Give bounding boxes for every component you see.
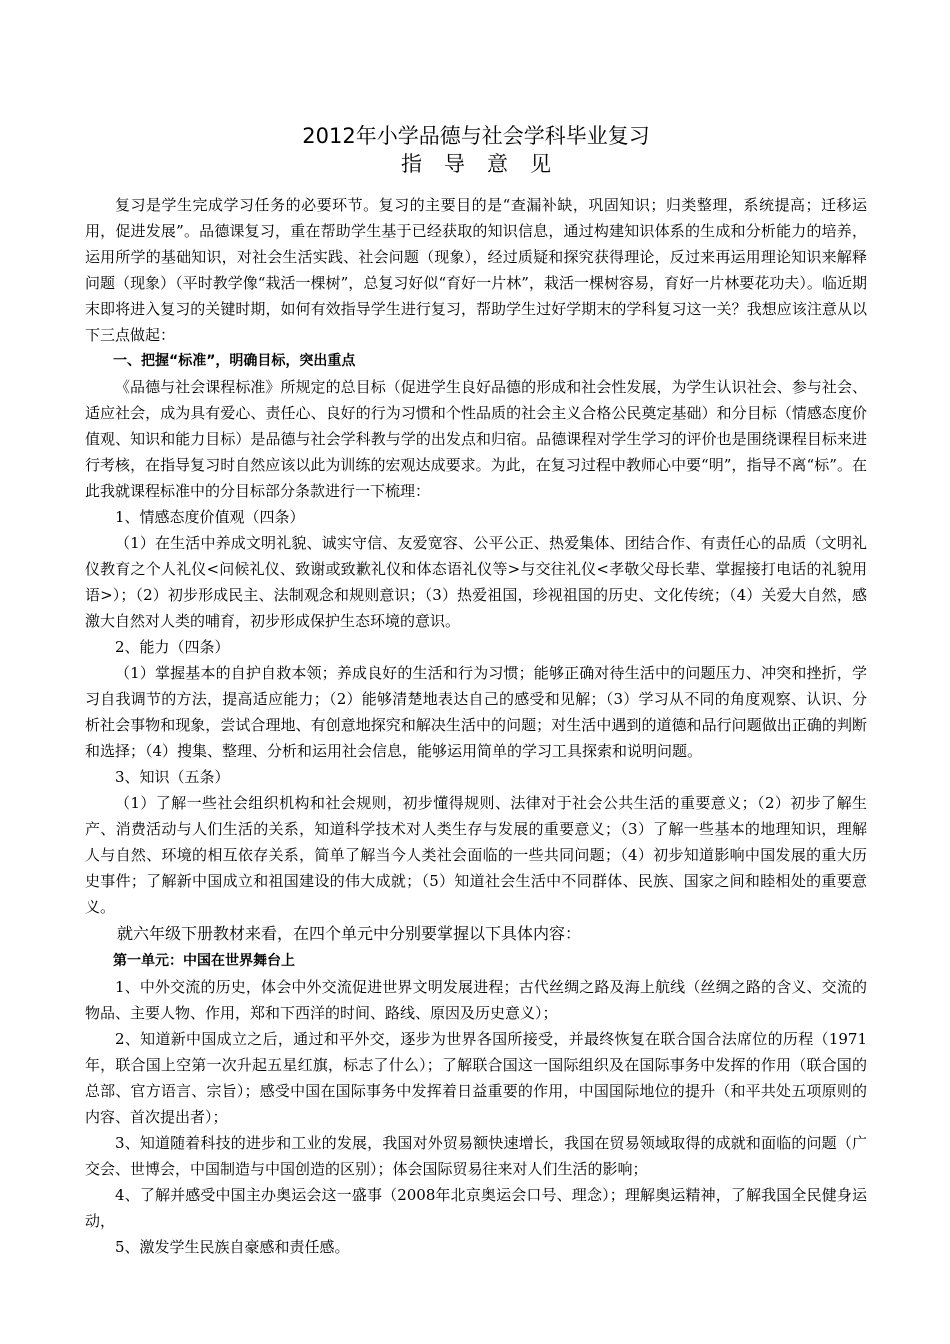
standard-paragraph: 《品德与社会课程标准》所规定的总目标（促进学生良好品德的形成和社会性发展，为学生认识社会、参与社会、适应社会，成为具有爱心、责任心、良好的行为习惯和个性品质的社会主义合格公民奠定基础）和分目标（情感态度价值观、知识和能力目标）是品德与社会学科教与学的出发点和归宿。品德课程对学生学习的评价也是围绕课程目标来进行考核，在指导复习时自然应该以此为训练的宏观达成要求。为此，在复习过程中教师心中要“明”，指导不离“标”。在此我就课程标准中的分目标部分条款进行一下梳理： [85, 378, 867, 500]
unit-one-item-5: 5、激发学生民族自豪感和责任感。 [115, 1238, 350, 1256]
subheading-attitude: 1、情感态度价值观（四条） [115, 508, 305, 526]
document-subtitle: 指导意见 [401, 152, 573, 176]
textbook-intro: 就六年级下册教材来看，在四个单元中分别要掌握以下具体内容： [117, 924, 582, 943]
unit-one-item-1: 1、中外交流的历史，体会中外交流促进世界文明发展进程；古代丝绸之路及海上航线（丝绸之路的含义、交流的物品、主要人物、作用，郑和下西洋的时间、路线、原因及历史意义）； [85, 978, 867, 1022]
section-heading-standard: 一、把握“标准”，明确目标，突出重点 [113, 353, 356, 369]
subheading-ability: 2、能力（四条） [115, 638, 230, 656]
unit-one-item-4: 4、了解并感受中国主办奥运会这一盛事（2008年北京奥运会口号、理念）；理解奥运精神，了解我国全民健身运动， [85, 1186, 867, 1230]
unit-one-heading: 第一单元：中国在世界舞台上 [113, 953, 295, 969]
attitude-paragraph: （1）在生活中养成文明礼貌、诚实守信、友爱宽容、公平公正、热爱集体、团结合作、有责任心的品质（文明礼仪教育之个人礼仪<问候礼仪、致谢或致歉礼仪和体态语礼仪等>与交往礼仪<孝敬父母长辈、掌握接打电话的礼貌用语>）；（2）初步形成民主、法制观念和规则意识；（3）热爱祖国，珍视祖国的历史、文化传统；（4）关爱大自然，感激大自然对人类的哺育，初步形成保护生态环境的意识。 [85, 534, 867, 630]
subheading-knowledge: 3、知识（五条） [115, 768, 230, 786]
document-title: 2012年小学品德与社会学科毕业复习 [302, 124, 650, 148]
ability-paragraph: （1）掌握基本的自护自救本领；养成良好的生活和行为习惯；能够正确对待生活中的问题压力、冲突和挫折，学习自我调节的方法，提高适应能力；（2）能够清楚地表达自己的感受和见解；（3）学习从不同的角度观察、认识、分析社会事物和现象，尝试合理地、有创意地探究和解决生活中的问题；对生活中遇到的道德和品行问题做出正确的判断和选择；（4）搜集、整理、分析和运用社会信息，能够运用简单的学习工具探索和说明问题。 [85, 664, 867, 760]
knowledge-paragraph: （1）了解一些社会组织机构和社会规则，初步懂得规则、法律对于社会公共生活的重要意义；（2）初步了解生产、消费活动与人们生活的关系，知道科学技术对人类生存与发展的重要意义；（3）了解一些基本的地理知识，理解人与自然、环境的相互依存关系，简单了解当今人类社会面临的一些共同问题；（4）初步知道影响中国发展的重大历史事件；了解新中国成立和祖国建设的伟大成就；（5）知道社会生活中不同群体、民族、国家之间和睦相处的重要意义。 [85, 794, 867, 916]
unit-one-item-2: 2、知道新中国成立之后，通过和平外交，逐步为世界各国所接受，并最终恢复在联合国合法席位的历程（1971年，联合国上空第一次升起五星红旗，标志了什么）；了解联合国这一国际组织及在国际事务中发挥的作用（联合国的总部、官方语言、宗旨）；感受中国在国际事务中发挥着日益重要的作用，中国国际地位的提升（和平共处五项原则的内容、首次提出者）； [85, 1030, 867, 1126]
unit-one-item-3: 3、知道随着科技的进步和工业的发展，我国对外贸易额快速增长，我国在贸易领域取得的成就和面临的问题（广交会、世博会，中国制造与中国创造的区别）；体会国际贸易往来对人们生活的影响； [85, 1134, 867, 1178]
document-page [85, 122, 867, 1260]
intro-paragraph: 复习是学生完成学习任务的必要环节。复习的主要目的是“查漏补缺，巩固知识；归类整理，系统提高；迁移运用，促进发展”。品德课复习，重在帮助学生基于已经获取的知识信息，通过构建知识体系的生成和分析能力的培养，运用所学的基础知识，对社会生活实践、社会问题（现象），经过质疑和探究获得理论，反过来再运用理论知识来解释问题（现象）（平时教学像“栽活一棵树”，总复习好似“育好一片林”，栽活一棵树容易，育好一片林要花功夫）。临近期末即将进入复习的关键时期，如何有效指导学生进行复习，帮助学生过好学期末的学科复习这一关？我想应该注意从以下三点做起： [85, 196, 867, 344]
